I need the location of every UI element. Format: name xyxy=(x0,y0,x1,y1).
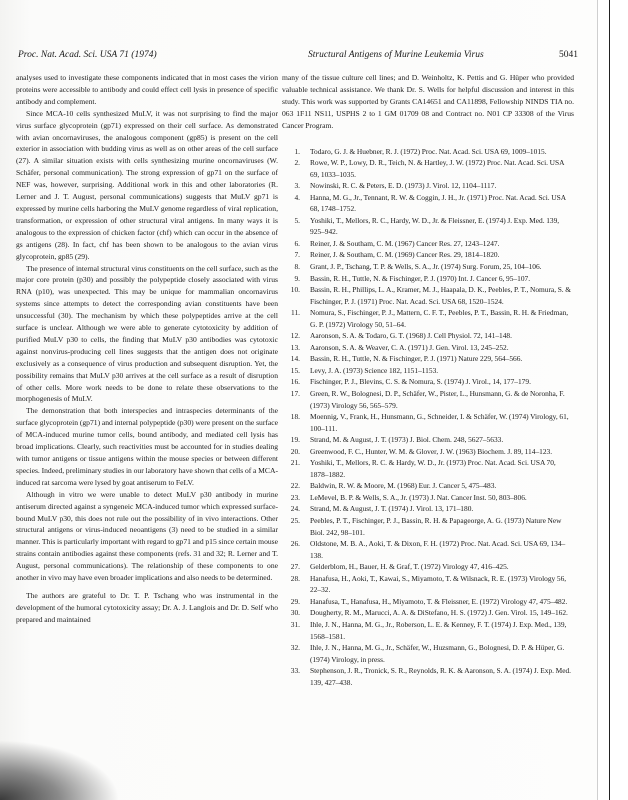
reference-item xyxy=(282,330,574,342)
reference-text: Hanafusa, H., Aoki, T., Kawai, S., Miyamoto, T. & Wilsnack, R. E. (1973) Virology 56, 22–32. xyxy=(310,573,567,595)
reference-text: Gelderblom, H., Bauer, H. & Graf, T. (1972) Virology 47, 416–425. xyxy=(310,562,509,572)
reference-number: 16. xyxy=(290,377,300,387)
reference-number: 5. xyxy=(294,215,300,225)
reference-number: 17. xyxy=(290,389,300,399)
reference-number: 32. xyxy=(290,643,300,653)
reference-item xyxy=(282,480,574,492)
reference-number: 8. xyxy=(294,262,300,271)
reference-number: 25. xyxy=(290,516,300,526)
reference-text: Hanna, M. G., Jr., Tennant, R. W. & Coggin, J. H., Jr. (1971) Proc. Nat. Acad. Sci. USA 68, 1748–1752. xyxy=(310,192,566,214)
reference-text: Greenwood, F. C., Hunter, W. M. & Glover, J. W. (1963) Biochem. J. 89, 114–123. xyxy=(310,446,553,456)
reference-item xyxy=(282,573,574,596)
reference-text: Ihle, J. N., Hanna, M. G., Jr., Roberson, L. E. & Kenney, F. T. (1974) J. Exp. Med., 139, 1568–1581. xyxy=(310,619,567,641)
page-number: 5041 xyxy=(559,50,578,60)
reference-number: 26. xyxy=(290,539,300,549)
reference-number: 3. xyxy=(294,181,300,191)
reference-number: 29. xyxy=(290,596,300,606)
reference-text: Levy, J. A. (1973) Science 182, 1151–1153. xyxy=(310,365,439,375)
reference-number: 22. xyxy=(290,481,300,491)
reference-number: 6. xyxy=(294,238,300,248)
paragraph: The demonstration that both interspecies and intraspecies determinants of the surface glycoprotein (gp71) and internal polypeptide (p30) were present on the surface of MCA-induced murine tumor cells, bound antibody, and mediated cell lysis has broad implications. Clearly, such reactivities must be accounted for in studies dealing with tumor antigens or tissue antigens within the mouse species or between different species. Indeed, preliminary studies in our laboratory have shown that cells of a MCA-induced rat sarcoma were lysed by goat antiserum to FeLV. xyxy=(16,406,278,487)
reference-number: 15. xyxy=(290,365,300,375)
reference-item xyxy=(282,538,574,561)
reference-number: 18. xyxy=(290,412,300,422)
reference-text: Dougherty, R. M., Marucci, A. A. & DiStefano, H. S. (1972) J. Gen. Virol. 15, 149–162. xyxy=(310,608,568,618)
reference-item xyxy=(282,261,574,273)
reference-text: Ihle, J. N., Hanna, M. G., Jr., Schäfer, W., Huzsmann, G., Bolognesi, D. P. & Hüper, G. (1974) Virology, in press. xyxy=(310,643,565,664)
reference-text: Aaronson, S. A. & Weaver, C. A. (1971) J. Gen. Virol. 13, 245–252. xyxy=(310,342,509,352)
running-header xyxy=(18,50,578,64)
reference-number: 27. xyxy=(290,562,300,572)
reference-item xyxy=(282,342,574,354)
reference-text: LeMevel, B. P. & Wells, S. A., Jr. (1973) J. Nat. Cancer Inst. 50, 803–806. xyxy=(310,492,527,502)
reference-text: Reiner, J. & Southam, C. M. (1969) Cancer Res. 29, 1814–1820. xyxy=(310,250,500,260)
reference-text: Yoshiki, T., Mellors, R. C., Hardy, W. D., Jr. & Fleissner, E. (1974) J. Exp. Med. 139, 925–942. xyxy=(310,215,560,237)
reference-text: Bassin, R. H., Tuttle, N. & Fischinger, P. J. (1971) Nature 229, 564–566. xyxy=(310,354,523,364)
reference-item xyxy=(282,238,574,250)
paragraph: Although in vitro we were unable to detect MuLV p30 antibody in murine antiserum directed against a syngeneic MCA-induced tumor which expressed surface-bound MuLV p30, this does not rule out the possibility of in vivo interactions. Other structural antigens or virus-induced neoantigens (3) need to be studied in a similar manner. This is particularly important with regard to gp71 and p15 since certain mouse strains contain antibodies against these components (refs. 31 and 32; R. Lerner and T. August, personal communications). The relationship of these components to one another in vivo may have even broader implications and also needs to be determined. xyxy=(16,489,278,583)
reference-item xyxy=(282,457,574,480)
reference-item xyxy=(282,157,574,180)
reference-number: 10. xyxy=(290,285,300,295)
reference-text: Reiner, J. & Southam, C. M. (1967) Cancer Res. 27, 1243–1247. xyxy=(310,238,500,248)
reference-item xyxy=(282,180,574,192)
reference-item xyxy=(282,284,574,307)
reference-text: Green, R. W., Bolognesi, D. P., Schäfer, W., Pister, L., Hunsmann, G. & de Noronha, F. (1973) Virology 56, 565–579. xyxy=(310,389,565,410)
reference-item xyxy=(282,365,574,377)
reference-number: 20. xyxy=(290,446,300,456)
reference-text: Strand, M. & August, J. T. (1974) J. Virol. 13, 171–180. xyxy=(310,504,474,514)
acknowledgements: The authors are grateful to Dr. T. P. Tschang who was instrumental in the development of the humoral cytotoxicity assay; Dr. A. J. Langlois and Dr. D. Self who prepared and maintained xyxy=(16,590,278,624)
reference-number: 30. xyxy=(290,608,300,618)
reference-text: Rowe, W. P., Lowy, D. R., Teich, N. & Hartley, J. W. (1972) Proc. Nat. Acad. Sci. USA 69, 1033–1035. xyxy=(310,158,565,179)
acknowledgements-continued: many of the tissue culture cell lines; and D. Weinholtz, K. Pettis and G. Hüper who provided valuable technical assistance. We thank Dr. S. Wells for helpful discussion and interest in this study. This work was supported by Grants CA14651 and CA11898, Fellowship NINDS TIA no. 063 1F11 NS11, USPHS 2 to 1 GM 01709 08 and Contract no. N01 CP 33308 of the Virus Cancer Program. xyxy=(282,73,574,130)
reference-number: 13. xyxy=(290,342,300,352)
reference-number: 4. xyxy=(294,192,300,202)
reference-number: 1. xyxy=(294,146,300,156)
reference-text: Bassin, R. H., Phillips, L. A., Kramer, M. J., Haapala, D. K., Peebles, P. T., Nomura, S. & Fischinger, P. J. (1971) Proc. Nat. Acad. Sci. USA 68, 1520–1524. xyxy=(310,285,572,306)
reference-text: Baldwin, R. W. & Moore, M. (1968) Eur. J. Cancer 5, 475–483. xyxy=(310,481,497,491)
reference-item xyxy=(282,492,574,504)
reference-number: 21. xyxy=(290,458,300,468)
journal-citation: Proc. Nat. Acad. Sci. USA 71 (1974) xyxy=(18,50,157,60)
reference-number: 28. xyxy=(290,573,300,583)
paragraph: Since MCA-10 cells synthesized MuLV, it was not surprising to find the major virus surface glycoprotein (gp71) expressed on their cell surface. As demonstrated with avian oncornaviruses, the analogous component (gp85) is present on the cell exterior in association with budding virus as well as on other areas of the cell surface (27). A similar situation exists with cells synthesizing murine oncornaviruses (W. Schäfer, personal communication). The strong expression of gp71 on the surface of NEF was, however, surprising. Additional work in this and other laboratories (R. Lerner and J. T. August, personal communications) suggests that MuLV gp71 is expressed by murine cells harboring the MuLV genome regardless of viral replication, transformation, or expression of other structural viral antigens. In many ways it is analogous to the expression of chicken factor (chf) which can occur in the absence of gs antigens (28). In fact, chf has been shown to be analogous to the avian virus glycoprotein, gp85 (29). xyxy=(16,108,278,261)
reference-number: 31. xyxy=(290,619,300,629)
reference-item xyxy=(282,353,574,365)
reference-item xyxy=(282,411,574,434)
reference-text: Oldstone, M. B. A., Aoki, T. & Dixon, F. H. (1972) Proc. Nat. Acad. Sci. USA 69, 134–138. xyxy=(310,539,566,560)
reference-text: Aaronson, S. A. & Todaro, G. T. (1968) J. Cell Physiol. 72, 141–148. xyxy=(310,331,512,341)
page-border-line xyxy=(609,0,610,800)
reference-number: 19. xyxy=(290,435,300,445)
reference-number: 23. xyxy=(290,492,300,502)
reference-item xyxy=(282,192,574,215)
reference-item xyxy=(282,619,574,642)
reference-item xyxy=(282,388,574,411)
page-edge xyxy=(597,0,628,800)
reference-item xyxy=(282,215,574,238)
reference-item xyxy=(282,561,574,573)
reference-item xyxy=(282,607,574,619)
reference-number: 9. xyxy=(294,273,300,283)
right-column xyxy=(282,72,574,688)
reference-text: Moennig, V., Frank, H., Hunsmann, G., Schneider, I. & Schäfer, W. (1974) Virology, 61, 100–111. xyxy=(310,412,569,433)
reference-item xyxy=(282,376,574,388)
reference-number: 11. xyxy=(291,308,300,318)
reference-item xyxy=(282,642,574,665)
paragraph: analyses used to investigate these components indicated that in most cases the virion proteins were accessible to antibody and could effect cell lysis in presence of specific antibody and complement. xyxy=(16,73,278,106)
reference-number: 2. xyxy=(294,158,300,168)
reference-text: Stephenson, J. R., Tronick, S. R., Reynolds, R. K. & Aaronson, S. A. (1974) J. Exp. Med. 139, 427–438. xyxy=(310,666,572,687)
reference-number: 24. xyxy=(290,504,300,514)
reference-number: 33. xyxy=(290,666,300,676)
reference-text: Nomura, S., Fischinger, P. J., Mattern, C. F. T., Peebles, P. T., Bassin, R. H. & Friedman, G. P. (1972) Virology 50, 51–64. xyxy=(310,308,569,329)
reference-number: 7. xyxy=(294,250,300,260)
reference-item xyxy=(282,665,574,688)
reference-list xyxy=(282,146,574,689)
reference-item xyxy=(282,249,574,261)
reference-item xyxy=(282,146,574,158)
reference-text: Nowinski, R. C. & Peters, E. D. (1973) J. Virol. 12, 1104–1117. xyxy=(310,181,497,191)
reference-item xyxy=(282,307,574,330)
reference-item xyxy=(282,273,574,285)
scan-shadow xyxy=(0,740,120,800)
reference-number: 14. xyxy=(290,354,300,364)
reference-text: Yoshiki, T., Mellors, R. C. & Hardy, W. D., Jr. (1973) Proc. Nat. Acad. Sci. USA 70, 1878–1882. xyxy=(310,458,556,479)
reference-text: Strand, M. & August, J. T. (1973) J. Biol. Chem. 248, 5627–5633. xyxy=(310,435,504,445)
paragraph: The presence of internal structural virus constituents on the cell surface, such as the major core protein (p30) and possibly the polypeptide closely associated with virus RNA (p10), was unexpected. This may be unique for mammalian oncornavirus systems since attempts to detect the corresponding avian constituents have been unsuccessful (30). The mechanism by which these polypeptides arrive at the cell surface is unclear. Although we were able to generate cytotoxicity by addition of purified MuLV p30 to cells, the finding that MuLV p30 antibodies was cytotoxic against nonvirus-producing cell lines suggests that the antigen does not originate exclusively as a consequence of virus production and subsequent disruption. Yet, the possibility remains that MuLV p30 arrives at the cell surface as a result of disruption of other cells. More work needs to be done to relate these observations to the morphogenesis of MuLV. xyxy=(16,263,278,404)
reference-item xyxy=(282,446,574,458)
reference-text: Todaro, G. J. & Huebner, R. J. (1972) Proc. Nat. Acad. Sci. USA 69, 1009–1015. xyxy=(310,146,547,156)
reference-item xyxy=(282,596,574,608)
reference-text: Fischinger, P. J., Blevins, C. S. & Nomura, S. (1974) J. Virol., 14, 177–179. xyxy=(310,377,531,387)
running-title: Structural Antigens of Murine Leukemia Virus xyxy=(308,50,484,60)
reference-item xyxy=(282,503,574,515)
reference-text: Bassin, R. H., Tuttle, N. & Fischinger, P. J. (1970) Int. J. Cancer 6, 95–107. xyxy=(310,273,531,283)
reference-text: Grant, J. P., Tschang, T. P. & Wells, S. A., Jr. (1974) Surg. Forum, 25, 104–106. xyxy=(310,262,542,271)
reference-item xyxy=(282,515,574,538)
reference-number: 12. xyxy=(290,331,300,341)
reference-item xyxy=(282,434,574,446)
reference-text: Hanafusa, T., Hanafusa, H., Miyamoto, T. & Fleissner, E. (1972) Virology 47, 475–482. xyxy=(310,596,568,606)
reference-text: Peebles, P. T., Fischinger, P. J., Bassin, R. H. & Papageorge, A. G. (1973) Nature New Biol. 242, 98–101. xyxy=(310,516,562,537)
left-column xyxy=(16,72,278,626)
